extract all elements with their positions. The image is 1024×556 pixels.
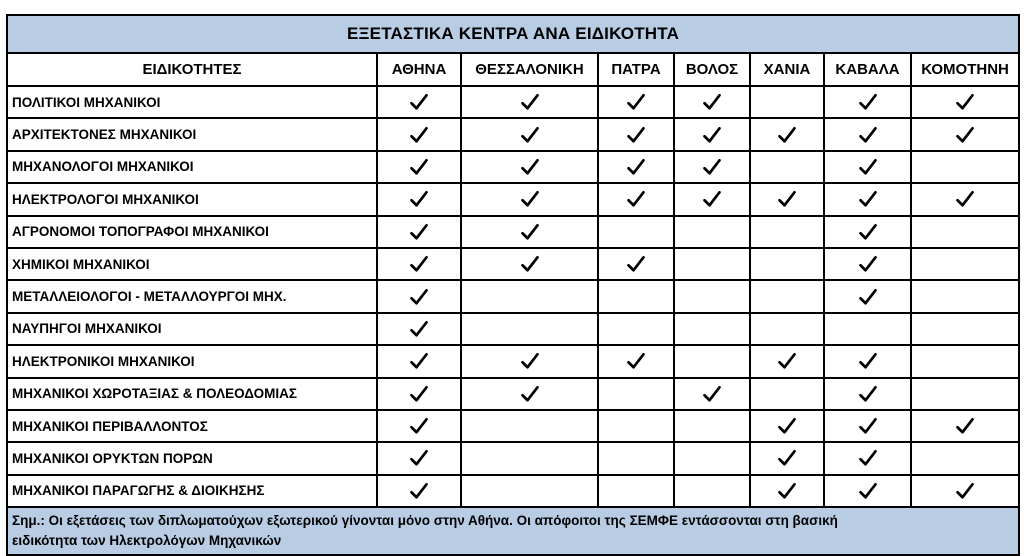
center-cell — [824, 378, 911, 410]
column-header-city: ΚΑΒΑΛΑ — [824, 53, 911, 86]
center-cell — [911, 475, 1019, 507]
center-cell — [598, 280, 674, 312]
checkmark-icon — [409, 482, 429, 499]
column-header-specialties: ΕΙΔΙΚΟΤΗΤΕΣ — [7, 53, 377, 86]
footnote — [7, 507, 1019, 555]
table-row — [7, 248, 1019, 280]
checkmark-icon — [702, 385, 722, 402]
table-row — [7, 216, 1019, 248]
specialty-label: ΑΡΧΙΤΕΚΤΟΝΕΣ ΜΗΧΑΝΙΚΟΙ — [7, 118, 377, 150]
specialty-label: ΜΗΧΑΝΙΚΟΙ ΟΡΥΚΤΩΝ ΠΟΡΩΝ — [7, 442, 377, 474]
checkmark-icon — [955, 417, 975, 434]
center-cell — [598, 86, 674, 118]
checkmark-icon — [858, 255, 878, 272]
center-cell — [824, 86, 911, 118]
center-cell — [911, 151, 1019, 183]
checkmark-icon — [858, 93, 878, 110]
checkmark-icon — [409, 255, 429, 272]
center-cell — [674, 151, 750, 183]
table-row — [7, 86, 1019, 118]
column-header-city: ΧΑΝΙΑ — [750, 53, 824, 86]
checkmark-icon — [626, 353, 646, 370]
table-row — [7, 183, 1019, 215]
center-cell — [598, 151, 674, 183]
center-cell — [461, 216, 598, 248]
checkmark-icon — [409, 320, 429, 337]
center-cell — [674, 280, 750, 312]
checkmark-icon — [409, 385, 429, 402]
table-row — [7, 313, 1019, 345]
checkmark-icon — [955, 191, 975, 208]
center-cell — [911, 183, 1019, 215]
checkmark-icon — [409, 93, 429, 110]
center-cell — [598, 313, 674, 345]
center-cell — [911, 410, 1019, 442]
checkmark-icon — [858, 158, 878, 175]
center-cell — [750, 313, 824, 345]
center-cell — [461, 280, 598, 312]
checkmark-icon — [520, 353, 540, 370]
table-row — [7, 151, 1019, 183]
checkmark-icon — [626, 191, 646, 208]
column-header-city: ΘΕΣΣΑΛΟΝΙΚΗ — [461, 53, 598, 86]
center-cell — [377, 345, 461, 377]
specialty-label: ΜΗΧΑΝΙΚΟΙ ΠΕΡΙΒΑΛΛΟΝΤΟΣ — [7, 410, 377, 442]
column-header-row — [7, 53, 1019, 86]
center-cell — [824, 345, 911, 377]
center-cell — [377, 280, 461, 312]
column-header-city: ΠΑΤΡΑ — [598, 53, 674, 86]
center-cell — [824, 442, 911, 474]
center-cell — [461, 378, 598, 410]
center-cell — [598, 183, 674, 215]
checkmark-icon — [955, 482, 975, 499]
center-cell — [461, 183, 598, 215]
center-cell — [461, 313, 598, 345]
center-cell — [377, 313, 461, 345]
checkmark-icon — [520, 93, 540, 110]
table-row — [7, 378, 1019, 410]
center-cell — [598, 248, 674, 280]
center-cell — [377, 118, 461, 150]
center-cell — [377, 378, 461, 410]
checkmark-icon — [409, 191, 429, 208]
checkmark-icon — [409, 417, 429, 434]
specialty-label: ΑΓΡΟΝΟΜΟΙ ΤΟΠΟΓΡΑΦΟΙ ΜΗΧΑΝΙΚΟΙ — [7, 216, 377, 248]
checkmark-icon — [777, 353, 797, 370]
exam-centers-document — [6, 14, 1018, 556]
checkmark-icon — [955, 126, 975, 143]
checkmark-icon — [702, 191, 722, 208]
center-cell — [674, 442, 750, 474]
center-cell — [598, 216, 674, 248]
table-row — [7, 118, 1019, 150]
exam-centers-table — [6, 14, 1020, 556]
center-cell — [750, 378, 824, 410]
center-cell — [377, 183, 461, 215]
center-cell — [824, 280, 911, 312]
center-cell — [377, 410, 461, 442]
specialty-label: ΜΗΧΑΝΙΚΟΙ ΧΩΡΟΤΑΞΙΑΣ & ΠΟΛΕΟΔΟΜΙΑΣ — [7, 378, 377, 410]
checkmark-icon — [858, 450, 878, 467]
checkmark-icon — [858, 385, 878, 402]
center-cell — [824, 313, 911, 345]
checkmark-icon — [858, 191, 878, 208]
specialty-label: ΠΟΛΙΤΙΚΟΙ ΜΗΧΑΝΙΚΟΙ — [7, 86, 377, 118]
checkmark-icon — [702, 126, 722, 143]
checkmark-icon — [858, 126, 878, 143]
specialty-label: ΗΛΕΚΤΡΟΛΟΓΟΙ ΜΗΧΑΝΙΚΟΙ — [7, 183, 377, 215]
checkmark-icon — [777, 191, 797, 208]
checkmark-icon — [858, 288, 878, 305]
checkmark-icon — [858, 223, 878, 240]
center-cell — [911, 216, 1019, 248]
checkmark-icon — [409, 450, 429, 467]
center-cell — [750, 475, 824, 507]
center-cell — [377, 151, 461, 183]
center-cell — [461, 151, 598, 183]
specialty-label: ΧΗΜΙΚΟΙ ΜΗΧΑΝΙΚΟΙ — [7, 248, 377, 280]
specialty-label: ΜΗΧΑΝΙΚΟΙ ΠΑΡΑΓΩΓΗΣ & ΔΙΟΙΚΗΣΗΣ — [7, 475, 377, 507]
center-cell — [750, 216, 824, 248]
specialty-label: ΜΗΧΑΝΟΛΟΓΟΙ ΜΗΧΑΝΙΚΟΙ — [7, 151, 377, 183]
table-row — [7, 442, 1019, 474]
checkmark-icon — [702, 93, 722, 110]
footnote-line-1: Σημ.: Οι εξετάσεις των διπλωματούχων εξωτερικού γίνονται μόνο στην Αθήνα. Οι απόφοιτοι της ΣΕΜΦΕ εντάσσονται στη βασική — [12, 513, 838, 529]
checkmark-icon — [409, 288, 429, 305]
center-cell — [750, 118, 824, 150]
footnote-line-2: ειδικότητα των Ηλεκτρολόγων Μηχανικών — [12, 533, 282, 549]
center-cell — [377, 442, 461, 474]
checkmark-icon — [520, 223, 540, 240]
center-cell — [824, 151, 911, 183]
center-cell — [750, 183, 824, 215]
center-cell — [911, 442, 1019, 474]
center-cell — [674, 345, 750, 377]
checkmark-icon — [626, 126, 646, 143]
checkmark-icon — [626, 255, 646, 272]
column-header-city: ΒΟΛΟΣ — [674, 53, 750, 86]
checkmark-icon — [777, 482, 797, 499]
checkmark-icon — [777, 417, 797, 434]
center-cell — [674, 378, 750, 410]
checkmark-icon — [858, 353, 878, 370]
column-header-city: ΚΟΜΟΤΗΝΗ — [911, 53, 1019, 86]
table-body — [7, 86, 1019, 507]
center-cell — [598, 345, 674, 377]
center-cell — [377, 86, 461, 118]
center-cell — [461, 442, 598, 474]
checkmark-icon — [520, 126, 540, 143]
center-cell — [750, 410, 824, 442]
center-cell — [461, 410, 598, 442]
checkmark-icon — [409, 353, 429, 370]
center-cell — [824, 475, 911, 507]
center-cell — [461, 248, 598, 280]
center-cell — [598, 118, 674, 150]
checkmark-icon — [520, 191, 540, 208]
specialty-label: ΝΑΥΠΗΓΟΙ ΜΗΧΑΝΙΚΟΙ — [7, 313, 377, 345]
checkmark-icon — [520, 255, 540, 272]
checkmark-icon — [858, 482, 878, 499]
center-cell — [750, 248, 824, 280]
center-cell — [461, 345, 598, 377]
center-cell — [674, 183, 750, 215]
table-row — [7, 410, 1019, 442]
center-cell — [598, 378, 674, 410]
checkmark-icon — [858, 417, 878, 434]
center-cell — [674, 216, 750, 248]
center-cell — [750, 442, 824, 474]
checkmark-icon — [520, 385, 540, 402]
checkmark-icon — [777, 126, 797, 143]
center-cell — [911, 118, 1019, 150]
table-title: ΕΞΕΤΑΣΤΙΚΑ ΚΕΝΤΡΑ ΑΝΑ ΕΙΔΙΚΟΤΗΤΑ — [7, 15, 1019, 53]
center-cell — [911, 280, 1019, 312]
column-header-city: ΑΘΗΝΑ — [377, 53, 461, 86]
center-cell — [824, 216, 911, 248]
checkmark-icon — [520, 158, 540, 175]
checkmark-icon — [409, 223, 429, 240]
center-cell — [674, 475, 750, 507]
center-cell — [598, 442, 674, 474]
specialty-label: ΗΛΕΚΤΡΟΝΙΚΟΙ ΜΗΧΑΝΙΚΟΙ — [7, 345, 377, 377]
center-cell — [674, 248, 750, 280]
center-cell — [377, 475, 461, 507]
center-cell — [750, 345, 824, 377]
checkmark-icon — [626, 93, 646, 110]
center-cell — [674, 313, 750, 345]
center-cell — [750, 86, 824, 118]
center-cell — [750, 151, 824, 183]
center-cell — [461, 475, 598, 507]
center-cell — [461, 86, 598, 118]
checkmark-icon — [409, 158, 429, 175]
checkmark-icon — [626, 158, 646, 175]
center-cell — [598, 475, 674, 507]
center-cell — [377, 216, 461, 248]
center-cell — [824, 410, 911, 442]
center-cell — [911, 86, 1019, 118]
center-cell — [911, 313, 1019, 345]
table-row — [7, 475, 1019, 507]
center-cell — [674, 118, 750, 150]
center-cell — [461, 118, 598, 150]
table-row — [7, 280, 1019, 312]
center-cell — [824, 118, 911, 150]
center-cell — [911, 248, 1019, 280]
specialty-label: ΜΕΤΑΛΛΕΙΟΛΟΓΟΙ - ΜΕΤΑΛΛΟΥΡΓΟΙ ΜΗΧ. — [7, 280, 377, 312]
center-cell — [674, 410, 750, 442]
center-cell — [674, 86, 750, 118]
center-cell — [750, 280, 824, 312]
center-cell — [824, 248, 911, 280]
checkmark-icon — [955, 93, 975, 110]
center-cell — [911, 378, 1019, 410]
table-row — [7, 345, 1019, 377]
checkmark-icon — [409, 126, 429, 143]
center-cell — [598, 410, 674, 442]
checkmark-icon — [777, 450, 797, 467]
center-cell — [911, 345, 1019, 377]
center-cell — [377, 248, 461, 280]
checkmark-icon — [702, 158, 722, 175]
center-cell — [824, 183, 911, 215]
